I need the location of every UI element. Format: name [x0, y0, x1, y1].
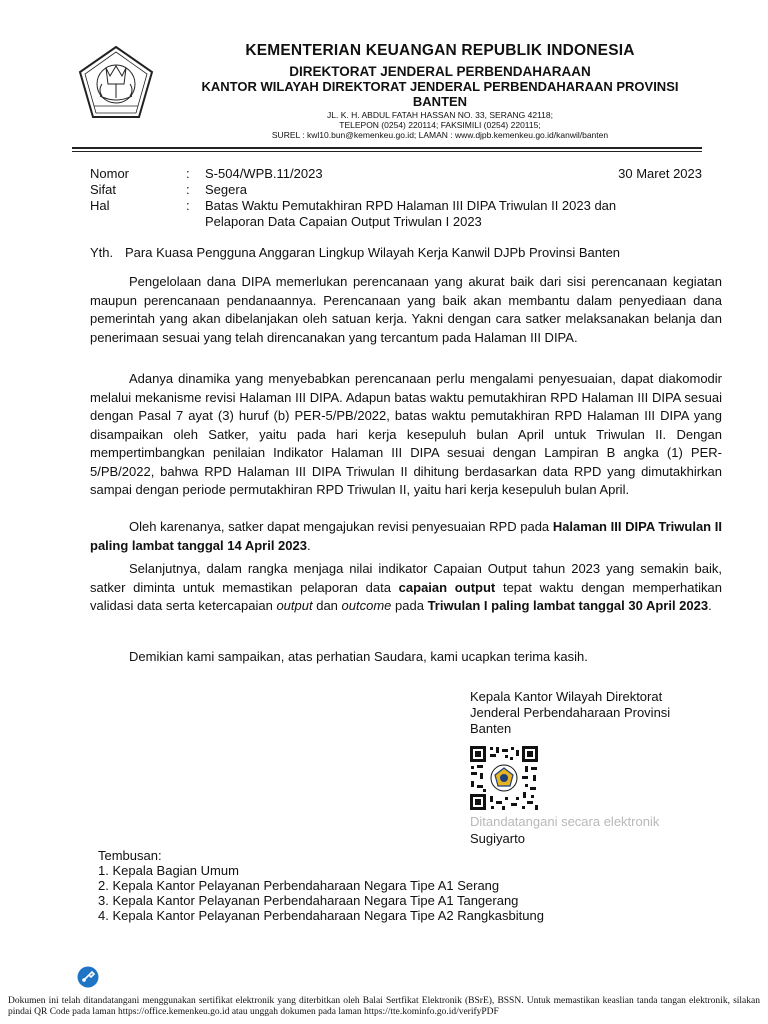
nomor-colon: :: [186, 166, 190, 181]
paragraph-2-text: Adanya dinamika yang menyebabkan perencanaan perlu mengalami penyesuaian, dapat diakomodir melalui mekanisme revisi Halaman III DIPA. Adapun batas waktu pemutakhiran RPD Halaman III DIPA sesuai dengan Pasal 7 ayat (3) huruf (b) PER-5/PB/2022, batas waktu pemutakhiran RPD Halaman III DIPA yang disampaikan oleh Satker, yaitu pada hari kerja kesepuluh bulan April untuk Triwulan II. Dengan mempertimbangkan penilaian Indikator Halaman III DIPA sesuai dengan Lampiran B angka (1) PER-5/PB/2022, bahwa RPD Halaman III DIPA Triwulan II dihitung berdasarkan data RPD yang dimutakhirkan sampai dengan periode permutakhiran RPD Triwulan II, yaitu hari kerja kesepuluh bulan April.: [90, 371, 722, 497]
nomor-label: Nomor: [90, 166, 130, 181]
paragraph-4-a: Selanjutnya, dalam rangka menjaga nilai indikator Capaian Output tahun 2023 yang semakin baik, satker diminta untuk memastikan pelaporan data: [90, 561, 722, 595]
e-signature-disclaimer: Dokumen ini telah ditandatangani menggunakan sertifikat elektronik yang diterbitkan oleh Balai Sertfikat Elektronik (BSrE), BSSN. Untuk memastikan keaslian tanda tangan elektronik, silakan pindai QR Code pada laman https://office.kemenkeu.go.id atau unggah dokumen pada laman https://tte.kominfo.go.id/verifyPDF: [8, 996, 760, 1017]
paragraph-3: [90, 518, 722, 555]
phone: TELEPON (0254) 220114; FAKSIMILI (0254) 220115;: [339, 120, 541, 130]
sifat-value: Segera: [205, 182, 247, 197]
hal-value-line2: Pelaporan Data Capaian Output Triwulan I 2023: [205, 214, 482, 229]
office-name-line2: BANTEN: [412, 94, 468, 109]
tembusan-item: 2. Kepala Kantor Pelayanan Perbendaharaan Negara Tipe A1 Serang: [98, 878, 500, 893]
paragraph-3-pre: Oleh karenanya, satker dapat mengajukan revisi penyesuaian RPD pada: [129, 519, 553, 534]
paragraph-1-text: Pengelolaan dana DIPA memerlukan perencanaan yang akurat baik dari sisi perencanaan kegiatan maupun perencanaan pendanaannya. Perencanaan yang baik akan membantu dalam penyediaan dana pemerintah yang akan dibelanjakan oleh satuan kerja. Yakni dengan cara satker melaksanakan belanja dan penerimaan sesuai yang telah direncanakan yang tercantum pada Halaman III DIPA.: [90, 274, 722, 345]
signer-name: Sugiyarto: [470, 831, 525, 846]
recipient-label: Yth.: [90, 245, 114, 260]
paragraph-4-g: pada: [391, 598, 428, 613]
paragraph-5-text: Demikian kami sampaikan, atas perhatian Saudara, kami ucapkan terima kasih.: [129, 649, 588, 664]
sifat-label: Sifat: [90, 182, 117, 197]
letterhead-rule: [72, 147, 702, 149]
letter-date: 30 Maret 2023: [618, 166, 702, 181]
signer-title-line3: Banten: [470, 721, 512, 736]
paragraph-4-e: dan: [312, 598, 342, 613]
paragraph-5: [90, 648, 722, 667]
kemenkeu-emblem-icon: [76, 44, 156, 124]
contact: SUREL : kwl10.bun@kemenkeu.go.id; LAMAN : www.djpb.kemenkeu.go.id/kanwil/banten: [271, 130, 609, 140]
e-signed-note: Ditandatangani secara elektronik: [470, 814, 660, 829]
tembusan-item: 4. Kepala Kantor Pelayanan Perbendaharaan Negara Tipe A2 Rangkasbitung: [98, 908, 544, 923]
paragraph-4-c: tepat waktu dengan memperhatikan validasi data serta ketercapaian: [90, 579, 722, 613]
paragraph-3-post: .: [306, 537, 311, 553]
address: JL. K. H. ABDUL FATAH HASSAN NO. 33, SERANG 42118;: [327, 110, 553, 120]
paragraph-4: [90, 560, 722, 616]
letterhead-rule-thin: [72, 151, 702, 152]
recipient-text: Para Kuasa Pengguna Anggaran Lingkup Wilayah Kerja Kanwil DJPb Provinsi Banten: [125, 245, 621, 260]
paragraph-4-outcome: outcome: [341, 598, 392, 613]
sifat-colon: :: [186, 182, 190, 197]
signer-title-line1: Kepala Kantor Wilayah Direktorat: [470, 689, 663, 704]
hal-value-line1: Batas Waktu Pemutakhiran RPD Halaman III DIPA Triwulan II 2023 dan: [205, 198, 617, 213]
paragraph-3-deadline: Halaman III DIPA Triwulan II paling lambat tanggal 14 April 2023: [90, 519, 722, 553]
paragraph-4-output: output: [276, 598, 313, 613]
hal-colon: :: [186, 198, 190, 213]
paragraph-4-capaian: capaian output: [398, 579, 496, 595]
tembusan-item: 3. Kepala Kantor Pelayanan Perbendaharaan Negara Tipe A1 Tangerang: [98, 893, 519, 908]
paragraph-2: [90, 370, 722, 500]
paragraph-4-deadline: Triwulan I paling lambat tanggal 30 April 2023: [427, 598, 709, 613]
paragraph-1: [90, 273, 722, 347]
office-name: [150, 79, 730, 109]
directorate-name: DIREKTORAT JENDERAL PERBENDAHARAAN: [289, 64, 591, 79]
tembusan-label: Tembusan:: [98, 848, 162, 863]
office-name-line1: KANTOR WILAYAH DIREKTORAT JENDERAL PERBENDAHARAAN PROVINSI: [201, 79, 679, 94]
qr-code-icon: [469, 745, 539, 811]
tembusan-item: 1. Kepala Bagian Umum: [98, 863, 239, 878]
bsre-logo-icon: [77, 966, 99, 988]
signer-title-line2: Jenderal Perbendaharaan Provinsi: [470, 705, 671, 720]
ministry-name: KEMENTERIAN KEUANGAN REPUBLIK INDONESIA: [245, 42, 635, 59]
hal-label: Hal: [90, 198, 110, 213]
nomor-value: S-504/WPB.11/2023: [205, 166, 323, 181]
paragraph-4-i: .: [708, 598, 712, 613]
